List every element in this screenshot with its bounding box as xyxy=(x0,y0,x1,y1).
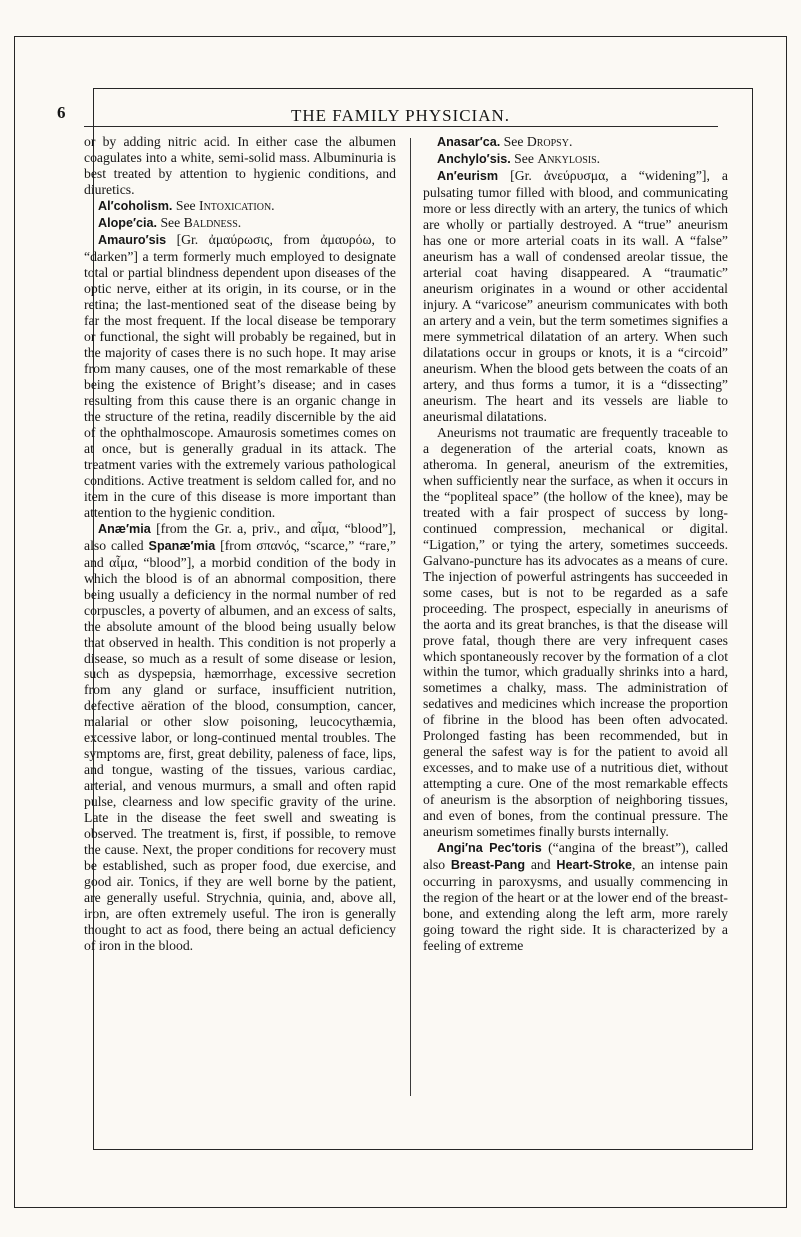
term-breast-pang: Breast-Pang xyxy=(450,858,526,873)
term-angina-pectoris: Angi′na Pec′toris xyxy=(437,841,542,856)
amaurosis-text: [Gr. ἀμαύρωσις, from ἀμαυρόω, to “darken”] a term formerly much employed to designate total or partial blindness dependent upon diseases of the optic nerve, either at its origin, in its course, or in the retina; the last-mentioned seat of the disease being by far the most frequent. If the local disease be temporary or functional, the sight will probably be regained, but in the majority of cases there is no such hope. It may arise from many causes, one of the most remarkable of these being the existence of Bright’s disease; and in cases resulting from this cause there is an organic change in the structure of the retina, readily discernible by the aid of the ophthalmoscope. Amaurosis sometimes comes on at once, but is generally gradual in its attack. The treatment varies with the extremely various pathological conditions. Active treatment is seldom called for, and no item in the cure of this disease is more important than attention to the hygienic condition. xyxy=(84,231,396,520)
entry-anasarca: Anasar′ca. See Dropsy. xyxy=(437,134,573,149)
term-amaurosis: Amauro′sis xyxy=(98,232,167,247)
term-alopecia: Alope′cia. xyxy=(98,215,158,230)
albuminuria-continuation: or by adding nitric acid. In either case the albumen coagulates into a white, semi-solid mass. Albuminuria is best treated by attention to hygienic conditions, and diuretics. xyxy=(84,134,396,197)
entry-alopecia: Alope′cia. See Baldness. xyxy=(98,214,242,230)
term-spanaemia: Spanæ′mia xyxy=(148,538,216,553)
cross-ref-dropsy[interactable]: Dropsy. xyxy=(526,134,573,149)
term-heart-stroke: Heart-Stroke xyxy=(556,858,632,873)
term-anasarca: Anasar′ca. xyxy=(437,135,501,149)
cross-ref-ankylosis[interactable]: Ankylosis. xyxy=(537,150,601,166)
header-rule xyxy=(84,126,718,127)
term-alcoholism: Al′coholism. xyxy=(98,198,173,213)
aneurism-treatment-paragraph: Aneurisms not traumatic are frequently traceable to a degeneration of the arterial coats, known as atheroma. In general, aneurism of the extremities, when sufficiently near the surface, as when it occurs in the “popliteal space” (the hollow of the knee), may be treated with a fair prospect of success by long-continued compression, mechanical or digital. “Ligation,” or tying the artery, sometimes succeeds. Galvano-puncture has its advocates as a means of cure. The injection of powerful astringents has succeeded in some cases, but is not to be regarded as a safe proceeding. The prospect, especially in aneurisms of the aorta and its great branches, is that the disease will prove fatal, though there are very infrequent cases which spontaneously recover by the formation of a clot within the tumor, which gradually shrinks into a hard, sometimes a chalky, mass. The administration of sedatives and medicines which increase the proportion of fibrine in the blood has been often advocated. Prolonged fasting has been recommended, but in general the safest way is for the patient to avoid all excesses, and to make use of a nutritious diet, without attempting a cure. One of the most remarkable effects of aneurism is the absorption of neighboring tissues, and even of bones, from the continual pressure. The aneurism sometimes finally bursts internally. xyxy=(423,424,728,840)
angina-text: , an intense pain occurring in paroxysms, and usually commencing in the region of the heart or at the lower end of the breast-bone, and extending along the left arm, more rarely going toward the right side. It is characterized by a feeling of extreme xyxy=(423,857,729,954)
entry-amaurosis xyxy=(84,232,396,521)
cross-ref-baldness[interactable]: Baldness. xyxy=(183,214,242,230)
left-column xyxy=(84,134,396,954)
entry-anchylosis: Anchylo′sis. See Ankylosis. xyxy=(437,150,601,166)
entry-anaemia: Anæ′mia [from the Gr. a, priv., and αἷμα, “blood”], also called Spanæ′mia [from σπανός, “scarce,” “rare,” and αἷμα, “blood”], a morbid condition of the body in which the blood is of an abnormal composition, there being usually a deficiency in the normal number of red corpuscles, a poverty of albumen, and an excess of salts, the absolute amount of the blood being usually below that observed in health. This condition is not properly a disease, so much as a result of some disease or lesion, such as dyspepsia, hæmorrhage, excessive secretion from any gland or surface, insufficient nutrition, defective aëration of the blood, consumption, cancer, malarial or other slow poisoning, leucocythæmia, excessive labor, or long-continued mental troubles. The symptoms are, first, great debility, paleness of face, lips, and tongue, wasting of the tissues, various cardiac, arterial, and venous murmurs, a small and often rapid pulse, clearness and low specific gravity of the urine. Late in the disease the feet swell and sweating is observed. The treatment is, first, if possible, to remove the cause. Next, the proper conditions for recovery must be established, such as proper food, due exercise, and good air. Tonics, if they are well borne by the patient, are generally useful. Strychnia, quinia, and, above all, iron, are often extremely useful. The iron is generally thought to act as food, there being an actual deficiency of iron in the blood. xyxy=(84,520,397,954)
aneurism-text: [Gr. ἀνεύρυσμα, a “widening”], a pulsating tumor filled with blood, and communicating more or less directly with an artery, the tunics of which are wholly or partially destroyed. A “true” aneurism has one or more arterial coats in its wall. A “false” aneurism has a wall of condensed areolar tissue, the arterial coat having disappeared. A “traumatic” aneurism originates in a wound or other accidental injury. A “varicose” aneurism communicates with both an artery and a vein, but the term sometimes signifies a mere symmetrical dilatation of an artery. When such dilatations occur in groups or knots, it is a “circoid” aneurism. When the blood gets between the coats of an artery, and thus forms a tumor, it is a “dissecting” aneurism. The heart and its vessels are liable to aneurismal dilatations. xyxy=(423,167,728,424)
column-divider xyxy=(410,138,411,1096)
entry-angina-pectoris: Angi′na Pec′toris (“angina of the breast”), called also Breast-Pang and Heart-Stroke, an intense pain occurring in paroxysms, and usually commencing in the region of the heart or at the lower end of the breast-bone, and extending along the left arm, more rarely going toward the right side. It is characterized by a feeling of extreme xyxy=(423,840,729,954)
term-aneurism: An′eurism xyxy=(437,168,499,183)
entry-alcoholism: Al′coholism. See Intoxication. xyxy=(98,197,275,213)
running-head: THE FAMILY PHYSICIAN. xyxy=(290,106,511,125)
term-anchylosis: Anchylo′sis. xyxy=(437,151,511,166)
anaemia-text: [from σπανός, “scarce,” “rare,” and αἷμα, “blood”], a morbid condition of the body in which the blood is of an abnormal composition, there being usually a deficiency in the normal number of red corpuscles, a poverty of albumen, and an excess of salts, the absolute amount of the blood being usually below that observed in health. This condition is not properly a disease, so much as a result of some disease or lesion, such as dyspepsia, hæmorrhage, excessive secretion from any gland or surface, insufficient nutrition, defective aëration of the blood, consumption, cancer, malarial or other slow poisoning, leucocythæmia, excessive labor, or long-continued mental troubles. The symptoms are, first, great debility, paleness of face, lips, and tongue, wasting of the tissues, various cardiac, arterial, and venous murmurs, a small and often rapid pulse, clearness and low specific gravity of the urine. Late in the disease the feet swell and sweating is observed. The treatment is, first, if possible, to remove the cause. Next, the proper conditions for recovery must be established, such as proper food, due exercise, and good air. Tonics, if they are well borne by the patient, are generally useful. Strychnia, quinia, and, above all, iron, are often extremely useful. The iron is generally thought to act as food, there being an actual deficiency of iron in the blood. xyxy=(84,537,396,954)
page-number: 6 xyxy=(57,103,66,122)
entry-aneurism xyxy=(423,168,728,425)
cross-ref-intoxication[interactable]: Intoxication. xyxy=(199,197,275,213)
term-anaemia: Anæ′mia xyxy=(98,521,151,536)
right-column xyxy=(423,134,728,954)
